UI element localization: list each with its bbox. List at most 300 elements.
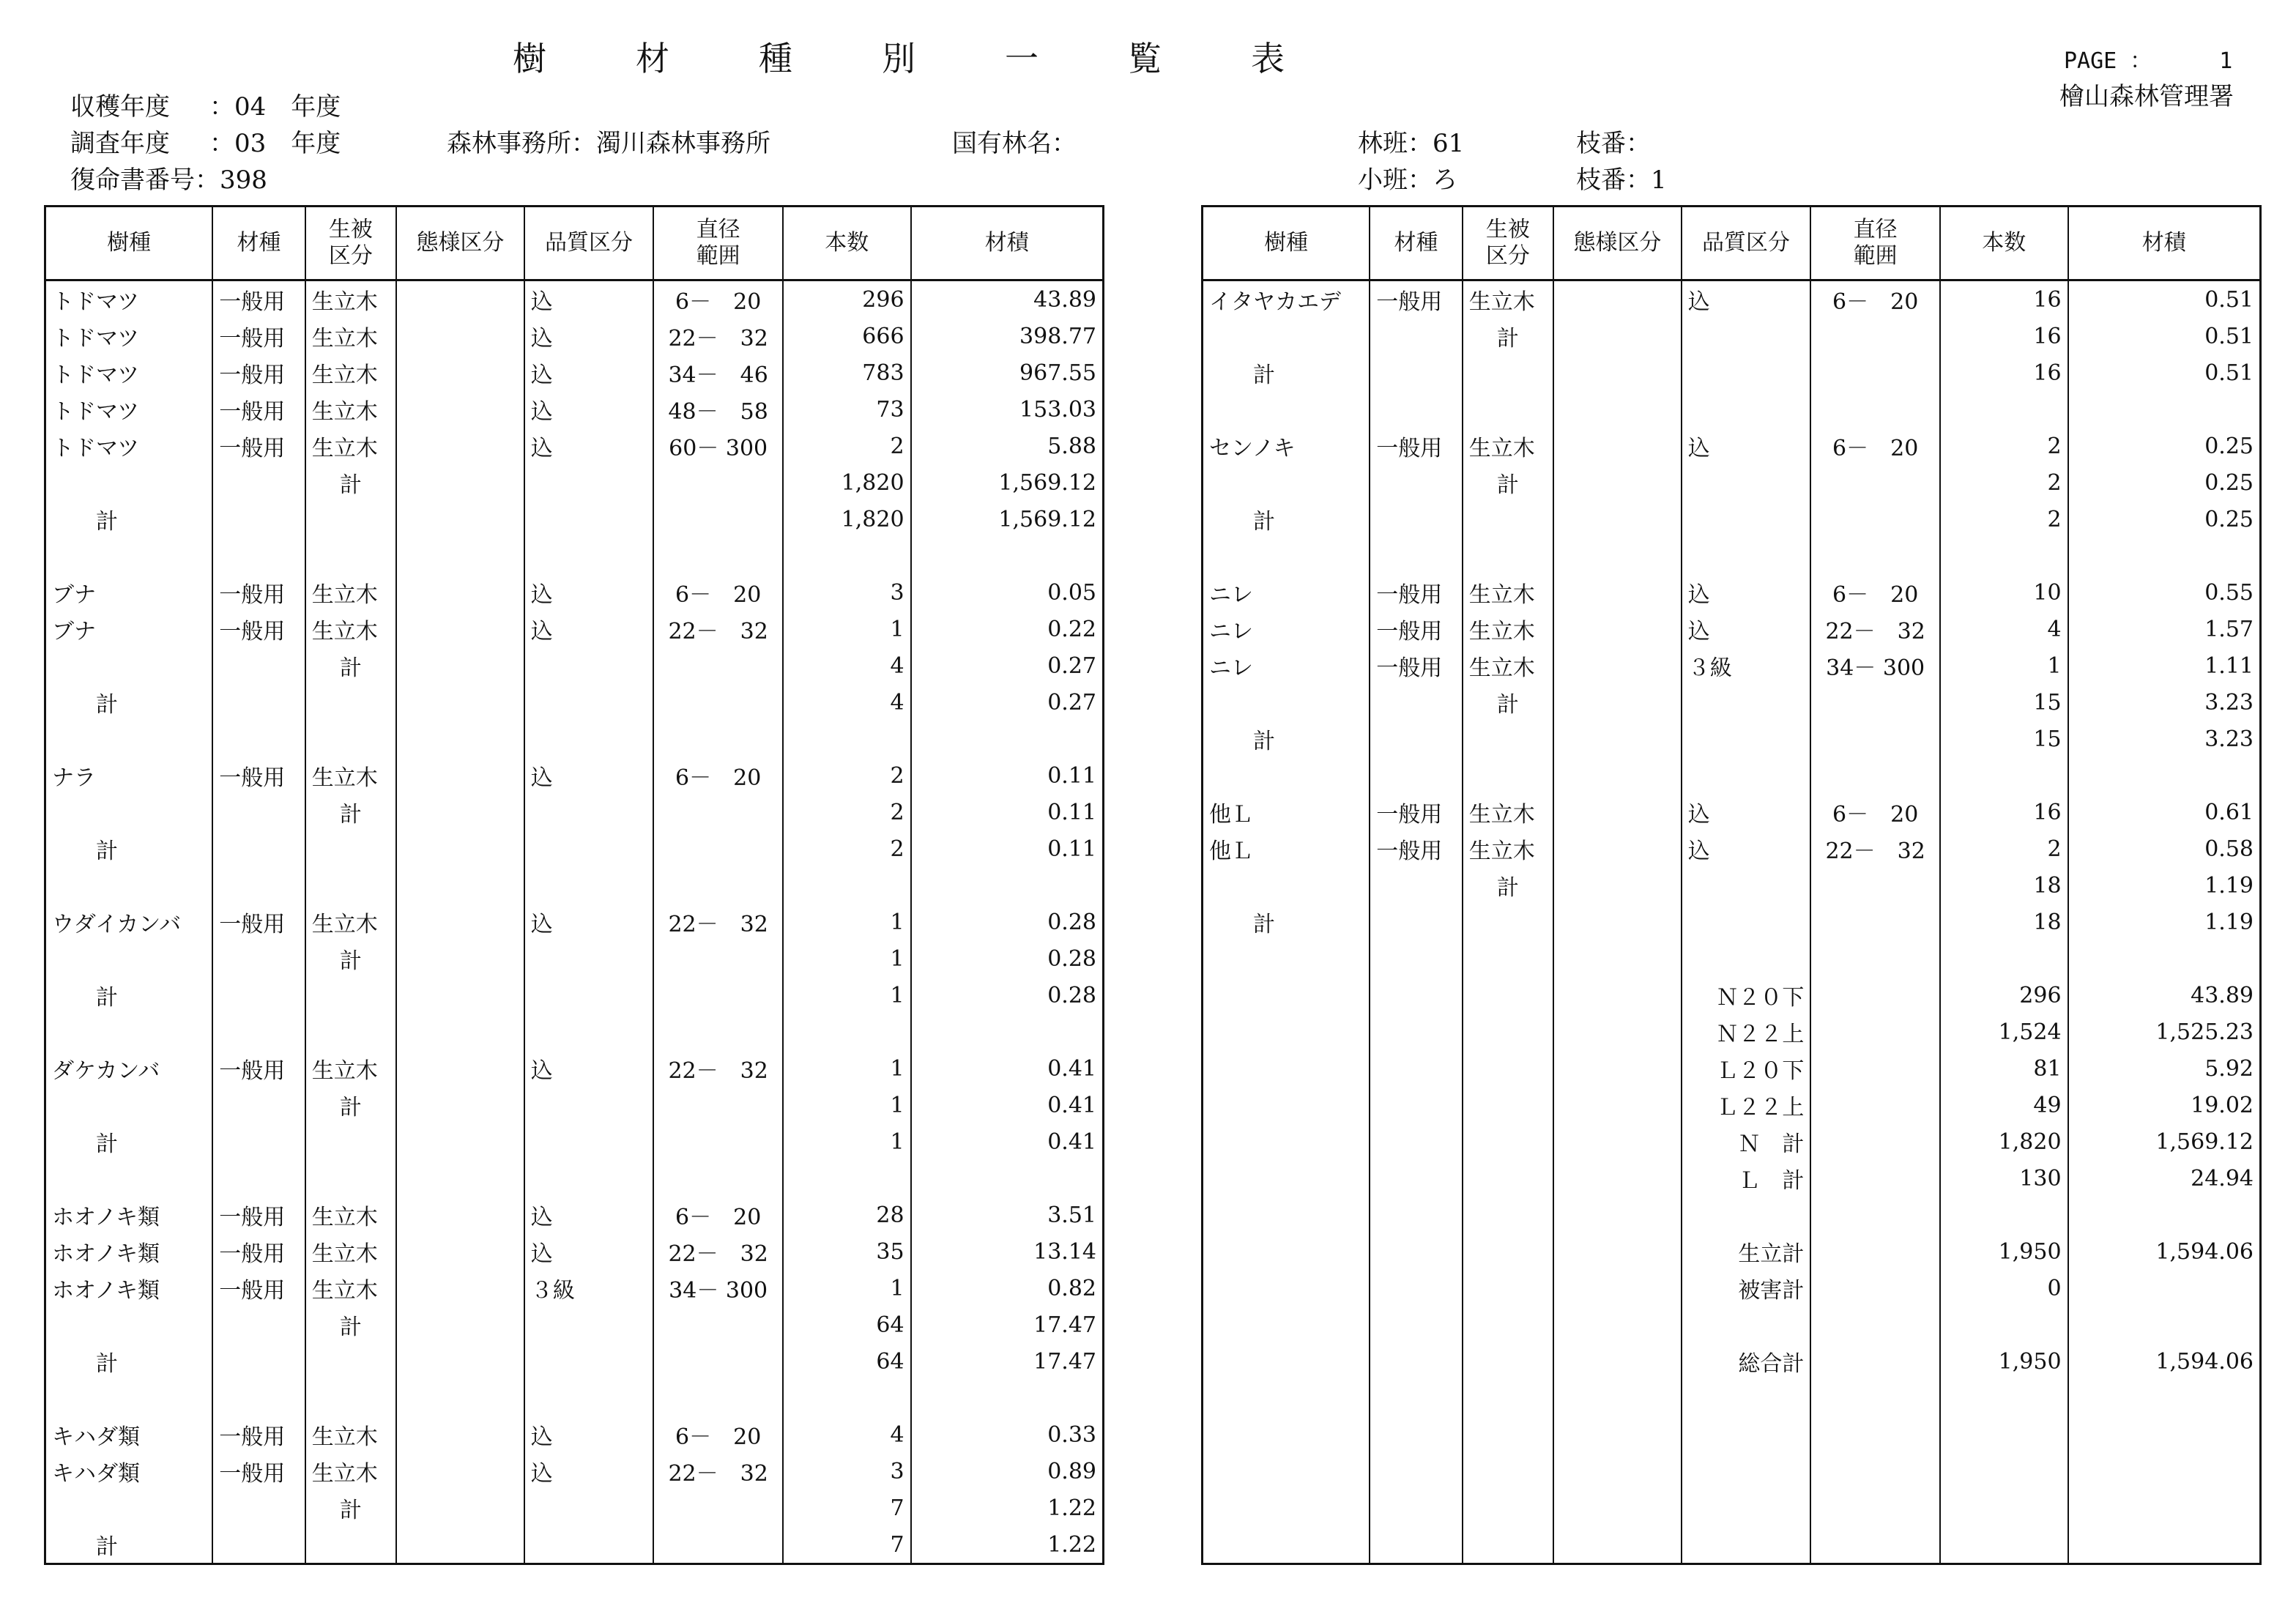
cell-quality bbox=[1682, 538, 1811, 574]
cell-life: 生立木 bbox=[305, 1453, 396, 1490]
table-row bbox=[1203, 1123, 2261, 1160]
cell-range: 22－ 32 bbox=[653, 611, 783, 647]
cell-range bbox=[653, 977, 783, 1014]
table-row bbox=[45, 1343, 1104, 1380]
cell-volume: 24.94 bbox=[2068, 1160, 2261, 1197]
empty-cell bbox=[1810, 1453, 1940, 1490]
table-row bbox=[1203, 611, 2261, 647]
cell-quality bbox=[524, 1087, 654, 1123]
table-row bbox=[45, 904, 1104, 940]
cell-mode bbox=[396, 1270, 524, 1306]
cell-quality: 込 bbox=[524, 354, 654, 391]
edaban-2 bbox=[1576, 160, 1667, 196]
table-row bbox=[45, 794, 1104, 830]
col-volume: 材積 bbox=[2068, 207, 2261, 280]
table-row bbox=[1203, 721, 2261, 757]
empty-cell bbox=[1682, 1453, 1811, 1490]
col-mode: 態様区分 bbox=[1553, 207, 1682, 280]
cell-range bbox=[1810, 538, 1940, 574]
cell-volume bbox=[911, 721, 1104, 757]
cell-timber bbox=[1370, 867, 1462, 904]
cell-mode bbox=[1553, 1343, 1682, 1380]
cell-quality bbox=[524, 940, 654, 977]
table-row bbox=[45, 757, 1104, 794]
cell-count: 2 bbox=[783, 830, 911, 867]
cell-species bbox=[1203, 538, 1370, 574]
cell-range: 6－ 20 bbox=[653, 1416, 783, 1453]
cell-count: 18 bbox=[1940, 867, 2068, 904]
cell-timber bbox=[1370, 318, 1462, 354]
empty-cell bbox=[2068, 1453, 2261, 1490]
cell-species: キハダ類 bbox=[45, 1416, 213, 1453]
cell-species bbox=[1203, 940, 1370, 977]
cell-life: 計 bbox=[305, 1087, 396, 1123]
cell-mode bbox=[1553, 684, 1682, 721]
cell-count: 666 bbox=[783, 318, 911, 354]
cell-quality bbox=[524, 647, 654, 684]
table-row bbox=[45, 611, 1104, 647]
cell-count: 1 bbox=[783, 611, 911, 647]
cell-species bbox=[45, 940, 213, 977]
cell-mode bbox=[1553, 611, 1682, 647]
harvest-year bbox=[70, 86, 341, 122]
cell-count: 49 bbox=[1940, 1087, 2068, 1123]
cell-timber: 一般用 bbox=[1370, 428, 1462, 464]
empty-cell bbox=[1940, 1490, 2068, 1526]
col-species: 樹種 bbox=[45, 207, 213, 280]
cell-quality bbox=[524, 464, 654, 501]
cell-mode bbox=[1553, 904, 1682, 940]
cell-count bbox=[783, 1014, 911, 1050]
cell-species: ブナ bbox=[45, 574, 213, 611]
empty-row bbox=[1203, 1380, 2261, 1416]
cell-range: 22－ 32 bbox=[1810, 830, 1940, 867]
empty-cell bbox=[1553, 1526, 1682, 1564]
cell-life: 生立木 bbox=[305, 904, 396, 940]
survey-year bbox=[70, 123, 341, 159]
cell-count: 35 bbox=[783, 1233, 911, 1270]
edaban-2-value: 1 bbox=[1651, 166, 1667, 195]
table-row bbox=[1203, 647, 2261, 684]
empty-cell bbox=[2068, 1416, 2261, 1453]
cell-range: 22－ 32 bbox=[653, 318, 783, 354]
cell-range: 34－ 46 bbox=[653, 354, 783, 391]
cell-volume: 1.19 bbox=[2068, 904, 2261, 940]
cell-quality bbox=[524, 1123, 654, 1160]
cell-life bbox=[1463, 1197, 1553, 1233]
empty-cell bbox=[1203, 1453, 1370, 1490]
empty-row bbox=[1203, 1453, 2261, 1490]
cell-life: 生立木 bbox=[305, 1270, 396, 1306]
cell-volume: 398.77 bbox=[911, 318, 1104, 354]
cell-quality: 込 bbox=[1682, 794, 1811, 830]
cell-count bbox=[1940, 538, 2068, 574]
cell-life: 生立木 bbox=[305, 1197, 396, 1233]
table-row bbox=[45, 721, 1104, 757]
col-life-2: 区分 bbox=[328, 243, 373, 269]
cell-count: 16 bbox=[1940, 354, 2068, 391]
cell-timber bbox=[212, 867, 305, 904]
cell-volume: 0.33 bbox=[911, 1416, 1104, 1453]
empty-cell bbox=[1203, 1380, 1370, 1416]
cell-volume: 0.82 bbox=[911, 1270, 1104, 1306]
cell-species: ホオノキ類 bbox=[45, 1197, 213, 1233]
cell-volume bbox=[911, 1014, 1104, 1050]
cell-species bbox=[45, 867, 213, 904]
cell-volume: 19.02 bbox=[2068, 1087, 2261, 1123]
table-row bbox=[45, 1490, 1104, 1526]
cell-range bbox=[1810, 977, 1940, 1014]
cell-quality bbox=[524, 1160, 654, 1197]
cell-life bbox=[1463, 1014, 1553, 1050]
cell-volume: 1.22 bbox=[911, 1490, 1104, 1526]
cell-volume: 0.11 bbox=[911, 794, 1104, 830]
col-quality: 品質区分 bbox=[524, 207, 654, 280]
cell-range bbox=[1810, 1270, 1940, 1306]
cell-species: トドマツ bbox=[45, 354, 213, 391]
cell-volume: 0.22 bbox=[911, 611, 1104, 647]
empty-row bbox=[1203, 1526, 2261, 1564]
cell-timber bbox=[1370, 391, 1462, 428]
header-row bbox=[1203, 207, 2261, 280]
cell-timber bbox=[212, 721, 305, 757]
table-row bbox=[45, 428, 1104, 464]
empty-cell bbox=[1553, 1490, 1682, 1526]
cell-species bbox=[1203, 1343, 1370, 1380]
left-table-body bbox=[45, 280, 1104, 1564]
cell-range bbox=[653, 867, 783, 904]
cell-species bbox=[1203, 977, 1370, 1014]
cell-quality bbox=[1682, 867, 1811, 904]
cell-count: 10 bbox=[1940, 574, 2068, 611]
left-timber-table bbox=[44, 205, 1104, 1565]
cell-species: イタヤカエデ bbox=[1203, 280, 1370, 319]
empty-cell bbox=[1940, 1526, 2068, 1564]
cell-timber bbox=[1370, 1306, 1462, 1343]
cell-range: 22－ 32 bbox=[1810, 611, 1940, 647]
cell-timber bbox=[1370, 1343, 1462, 1380]
empty-cell bbox=[1940, 1453, 2068, 1490]
cell-quality bbox=[1682, 464, 1811, 501]
cell-volume bbox=[911, 1380, 1104, 1416]
cell-volume: 0.41 bbox=[911, 1123, 1104, 1160]
cell-range: 6－ 20 bbox=[653, 757, 783, 794]
cell-count: 2 bbox=[1940, 830, 2068, 867]
cell-species: センノキ bbox=[1203, 428, 1370, 464]
cell-species bbox=[45, 1160, 213, 1197]
cell-mode bbox=[1553, 1233, 1682, 1270]
table-row bbox=[45, 830, 1104, 867]
cell-count: 28 bbox=[783, 1197, 911, 1233]
cell-volume: 0.28 bbox=[911, 904, 1104, 940]
cell-range bbox=[653, 464, 783, 501]
cell-count: 296 bbox=[783, 280, 911, 319]
rinpan-value: 61 bbox=[1433, 129, 1465, 158]
cell-life: 生立木 bbox=[1463, 428, 1553, 464]
cell-volume: 1.19 bbox=[2068, 867, 2261, 904]
cell-count: 73 bbox=[783, 391, 911, 428]
cell-timber bbox=[212, 501, 305, 538]
table-row bbox=[45, 318, 1104, 354]
empty-cell bbox=[1682, 1416, 1811, 1453]
cell-range bbox=[653, 1087, 783, 1123]
cell-life bbox=[1463, 538, 1553, 574]
cell-life: 生立木 bbox=[305, 428, 396, 464]
cell-quality: 込 bbox=[524, 611, 654, 647]
table-row bbox=[45, 1270, 1104, 1306]
cell-life: 計 bbox=[305, 464, 396, 501]
cell-mode bbox=[1553, 940, 1682, 977]
empty-cell bbox=[2068, 1526, 2261, 1564]
cell-timber bbox=[1370, 684, 1462, 721]
cell-timber: 一般用 bbox=[1370, 611, 1462, 647]
cell-timber bbox=[1370, 1014, 1462, 1050]
cell-timber: 一般用 bbox=[1370, 830, 1462, 867]
cell-count: 130 bbox=[1940, 1160, 2068, 1197]
cell-quality bbox=[1682, 904, 1811, 940]
cell-mode bbox=[396, 1123, 524, 1160]
cell-count bbox=[783, 538, 911, 574]
cell-volume: 43.89 bbox=[2068, 977, 2261, 1014]
col-count: 本数 bbox=[1940, 207, 2068, 280]
cell-volume: 1,525.23 bbox=[2068, 1014, 2261, 1050]
table-row bbox=[1203, 318, 2261, 354]
cell-quality: 込 bbox=[524, 574, 654, 611]
table-row bbox=[45, 280, 1104, 319]
cell-range bbox=[1810, 1014, 1940, 1050]
col-diameter bbox=[1810, 207, 1940, 280]
cell-count: 1 bbox=[783, 1123, 911, 1160]
cell-range: 6－ 20 bbox=[653, 280, 783, 319]
cell-mode bbox=[396, 1050, 524, 1087]
cell-life: 生立木 bbox=[1463, 611, 1553, 647]
cell-quality bbox=[524, 538, 654, 574]
cell-mode bbox=[396, 684, 524, 721]
cell-range: 6－ 20 bbox=[1810, 280, 1940, 319]
cell-timber bbox=[1370, 721, 1462, 757]
empty-cell bbox=[1370, 1526, 1462, 1564]
district-office bbox=[447, 123, 770, 159]
cell-life bbox=[305, 1526, 396, 1564]
cell-mode bbox=[396, 1343, 524, 1380]
cell-quality bbox=[1682, 940, 1811, 977]
cell-species: 計 bbox=[45, 1123, 213, 1160]
cell-volume: 0.27 bbox=[911, 684, 1104, 721]
cell-species bbox=[45, 1087, 213, 1123]
table-row bbox=[1203, 428, 2261, 464]
cell-volume: 0.51 bbox=[2068, 318, 2261, 354]
fukumei-number bbox=[70, 160, 267, 196]
cell-mode bbox=[1553, 538, 1682, 574]
col-count: 本数 bbox=[783, 207, 911, 280]
table-row bbox=[45, 574, 1104, 611]
cell-quality: 込 bbox=[524, 1197, 654, 1233]
cell-range bbox=[1810, 1123, 1940, 1160]
cell-range: 22－ 32 bbox=[653, 904, 783, 940]
cell-volume: 0.28 bbox=[911, 977, 1104, 1014]
cell-count: 2 bbox=[1940, 501, 2068, 538]
cell-range: 22－ 32 bbox=[653, 1050, 783, 1087]
cell-count: 1,820 bbox=[1940, 1123, 2068, 1160]
cell-quality: 込 bbox=[1682, 428, 1811, 464]
table-row bbox=[1203, 1160, 2261, 1197]
cell-range bbox=[653, 1160, 783, 1197]
col-life-1: 生被 bbox=[1485, 217, 1530, 242]
cell-mode bbox=[396, 1160, 524, 1197]
col-life-1: 生被 bbox=[328, 217, 373, 242]
empty-cell bbox=[1810, 1490, 1940, 1526]
cell-volume: 1.11 bbox=[2068, 647, 2261, 684]
cell-species bbox=[1203, 1014, 1370, 1050]
table-row bbox=[45, 1123, 1104, 1160]
cell-count: 783 bbox=[783, 354, 911, 391]
cell-timber bbox=[1370, 977, 1462, 1014]
cell-timber: 一般用 bbox=[212, 318, 305, 354]
cell-count: 15 bbox=[1940, 721, 2068, 757]
cell-quality: 込 bbox=[524, 1416, 654, 1453]
col-diameter bbox=[653, 207, 783, 280]
cell-range bbox=[1810, 318, 1940, 354]
cell-quality bbox=[1682, 318, 1811, 354]
title-char: 覧 bbox=[1128, 39, 1162, 78]
cell-life bbox=[305, 1014, 396, 1050]
cell-count: 2 bbox=[783, 794, 911, 830]
cell-species: ブナ bbox=[45, 611, 213, 647]
cell-volume bbox=[2068, 538, 2261, 574]
cell-mode bbox=[1553, 1123, 1682, 1160]
cell-range bbox=[653, 721, 783, 757]
empty-row bbox=[1203, 1416, 2261, 1453]
cell-timber: 一般用 bbox=[212, 611, 305, 647]
cell-range bbox=[1810, 1050, 1940, 1087]
cell-volume bbox=[2068, 940, 2261, 977]
cell-mode bbox=[396, 647, 524, 684]
cell-life: 計 bbox=[1463, 318, 1553, 354]
cell-timber bbox=[1370, 940, 1462, 977]
col-life bbox=[305, 207, 396, 280]
cell-count: 16 bbox=[1940, 794, 2068, 830]
cell-quality: 込 bbox=[524, 1233, 654, 1270]
cell-count: 1 bbox=[783, 904, 911, 940]
page-value: 1 bbox=[2219, 48, 2233, 74]
cell-species: 計 bbox=[45, 684, 213, 721]
cell-timber bbox=[1370, 538, 1462, 574]
cell-count bbox=[1940, 757, 2068, 794]
cell-range: 6－ 20 bbox=[653, 574, 783, 611]
cell-species: 計 bbox=[45, 501, 213, 538]
cell-range bbox=[653, 538, 783, 574]
cell-volume bbox=[2068, 1197, 2261, 1233]
cell-life bbox=[1463, 501, 1553, 538]
cell-volume: 3.51 bbox=[911, 1197, 1104, 1233]
cell-count: 1 bbox=[783, 1270, 911, 1306]
cell-mode bbox=[396, 1233, 524, 1270]
cell-species: 他Ｌ bbox=[1203, 794, 1370, 830]
cell-quality bbox=[1682, 354, 1811, 391]
cell-life bbox=[1463, 1343, 1553, 1380]
cell-count: 64 bbox=[783, 1306, 911, 1343]
cell-mode bbox=[396, 611, 524, 647]
cell-mode bbox=[396, 1014, 524, 1050]
cell-range bbox=[653, 1123, 783, 1160]
table-row bbox=[1203, 1087, 2261, 1123]
cell-mode bbox=[396, 1416, 524, 1453]
cell-life: 計 bbox=[1463, 684, 1553, 721]
cell-timber: 一般用 bbox=[212, 574, 305, 611]
cell-volume bbox=[2068, 1270, 2261, 1306]
cell-species: トドマツ bbox=[45, 318, 213, 354]
shohan-label: 小班： bbox=[1358, 166, 1433, 195]
cell-timber bbox=[1370, 354, 1462, 391]
empty-cell bbox=[1810, 1380, 1940, 1416]
table-row bbox=[1203, 1343, 2261, 1380]
empty-cell bbox=[1370, 1380, 1462, 1416]
cell-range bbox=[1810, 1197, 1940, 1233]
cell-range bbox=[1810, 1343, 1940, 1380]
cell-volume: 3.23 bbox=[2068, 721, 2261, 757]
cell-mode bbox=[396, 757, 524, 794]
cell-quality bbox=[1682, 391, 1811, 428]
cell-volume: 17.47 bbox=[911, 1306, 1104, 1343]
header-row bbox=[45, 207, 1104, 280]
cell-life: 計 bbox=[305, 794, 396, 830]
cell-quality bbox=[1682, 501, 1811, 538]
cell-species bbox=[45, 1380, 213, 1416]
cell-species bbox=[45, 794, 213, 830]
cell-timber: 一般用 bbox=[212, 1453, 305, 1490]
cell-quality bbox=[524, 1380, 654, 1416]
cell-species: 他Ｌ bbox=[1203, 830, 1370, 867]
cell-range: 22－ 32 bbox=[653, 1233, 783, 1270]
cell-life: 生立木 bbox=[305, 574, 396, 611]
cell-species bbox=[1203, 318, 1370, 354]
shohan-value: ろ bbox=[1433, 166, 1457, 195]
cell-count: 4 bbox=[783, 647, 911, 684]
cell-volume: 1,569.12 bbox=[911, 501, 1104, 538]
cell-volume: 5.92 bbox=[2068, 1050, 2261, 1087]
cell-count: 1 bbox=[783, 1050, 911, 1087]
cell-range bbox=[1810, 1087, 1940, 1123]
district-office-value: 濁川森林事務所 bbox=[596, 129, 770, 158]
cell-mode bbox=[1553, 867, 1682, 904]
cell-range: 6－ 20 bbox=[653, 1197, 783, 1233]
cell-mode bbox=[396, 391, 524, 428]
cell-volume bbox=[911, 538, 1104, 574]
cell-count: 1 bbox=[783, 940, 911, 977]
cell-volume: 153.03 bbox=[911, 391, 1104, 428]
cell-life bbox=[305, 684, 396, 721]
cell-count: 1,820 bbox=[783, 464, 911, 501]
cell-mode bbox=[1553, 721, 1682, 757]
cell-mode bbox=[1553, 757, 1682, 794]
table-row bbox=[1203, 1197, 2261, 1233]
cell-range bbox=[653, 1014, 783, 1050]
cell-life: 生立木 bbox=[305, 757, 396, 794]
edaban-2-label: 枝番： bbox=[1576, 166, 1651, 195]
cell-species: キハダ類 bbox=[45, 1453, 213, 1490]
cell-timber bbox=[1370, 1160, 1462, 1197]
cell-timber bbox=[212, 830, 305, 867]
cell-mode bbox=[396, 1306, 524, 1343]
cell-quality: 総合計 bbox=[1682, 1343, 1811, 1380]
office-name: 檜山森林管理署 bbox=[2059, 82, 2234, 111]
cell-range bbox=[653, 830, 783, 867]
cell-range bbox=[653, 501, 783, 538]
forest-name-label: 国有林名： bbox=[952, 129, 1077, 158]
cell-mode bbox=[396, 1453, 524, 1490]
cell-range: 34－ 300 bbox=[1810, 647, 1940, 684]
cell-timber bbox=[212, 794, 305, 830]
